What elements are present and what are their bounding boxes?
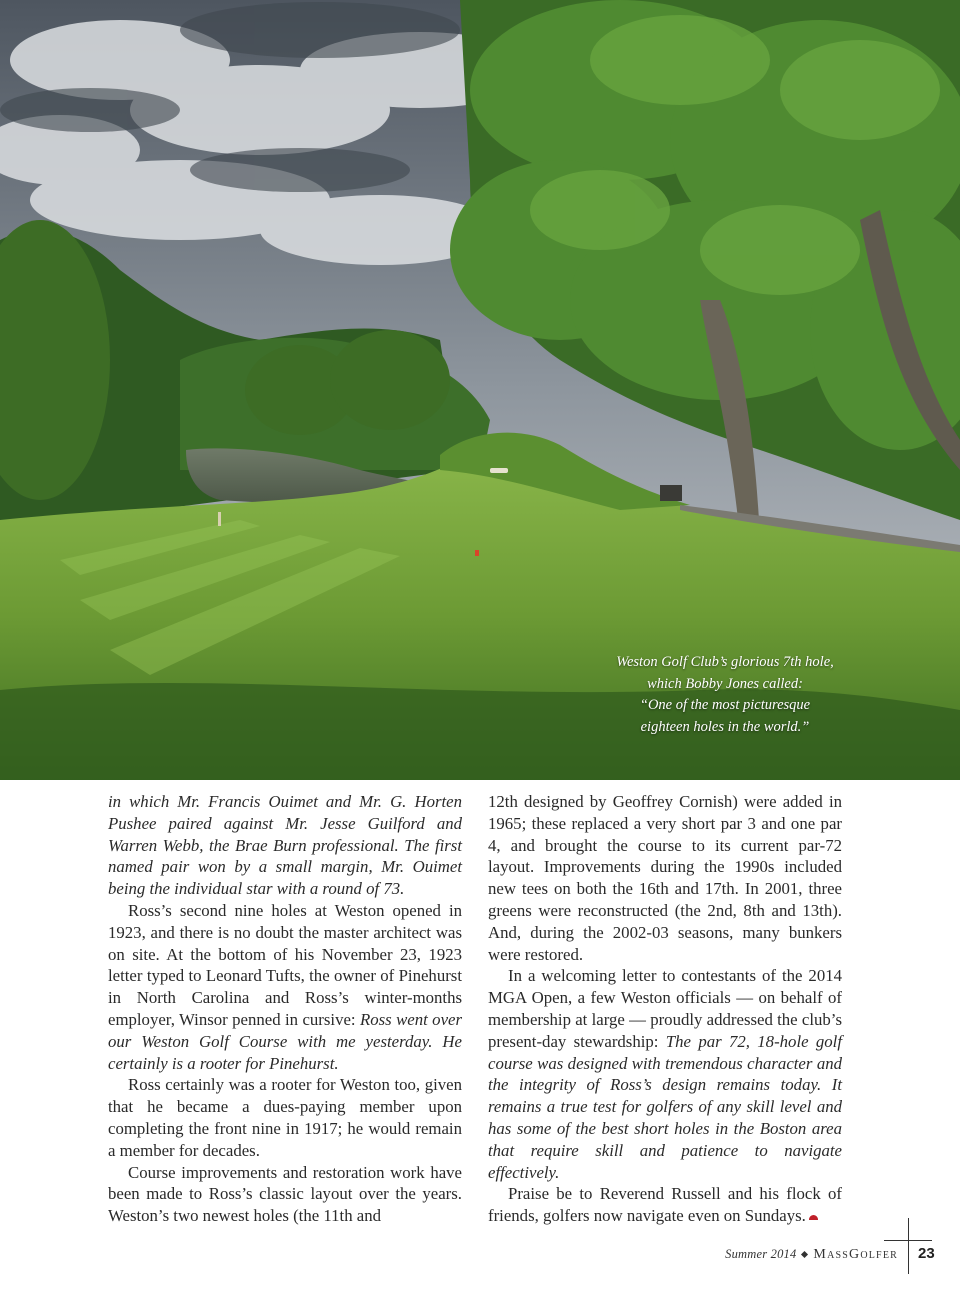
photo-caption: [590, 652, 860, 738]
body-paragraph: 12th designed by Geoffrey Cornish) were added in 1965; these replaced a very short par 3 and one par 4, and brought the course to its current par-72 layout. Improvements during the 1990s included new tees on both the 16th and 17th. In 2001, three greens were reconstructed (the 2nd, 8th and 13th). And, during the 2002-03 seasons, many bunkers were restored.: [488, 792, 842, 964]
footer-vertical-rule: [908, 1218, 909, 1274]
body-text: Ross’s second nine holes at Weston opened in 1923, and there is no doubt the master architect was on site. At the bottom of his November 23, 1923 letter typed to Leonard Tufts, the owner of Pinehurst in North Carolina and Ross’s winter-months employer, Winsor penned in cursive:: [108, 900, 462, 1029]
body-text: In a welcoming letter to contestants of the 2014 MGA Open, a few Weston officials — on behalf of membership at large — proudly addressed the club’s present-day stewardship:: [488, 966, 842, 1051]
body-paragraph: Course improvements and restoration work have been made to Ross’s classic layout over the years. Weston’s two newest holes (the 11th and: [108, 1162, 462, 1226]
end-mark-icon: [809, 1215, 818, 1220]
quote-paragraph: in which Mr. Francis Ouimet and Mr. G. Horten Pushee paired against Mr. Jesse Guilford and Warren Webb, the Brae Burn professional. The first named pair won by a small margin, Mr. Ouimet being the individual star with a round of 73.: [108, 792, 462, 899]
body-paragraph: [488, 965, 842, 1183]
right-text-column: [488, 791, 842, 1227]
page-number: 23: [918, 1245, 935, 1262]
body-paragraph: [488, 1183, 842, 1227]
diamond-separator-icon: [801, 1251, 808, 1258]
body-paragraph: [108, 900, 462, 1074]
magazine-name: MassGolfer: [813, 1247, 898, 1262]
left-text-column: [108, 791, 462, 1227]
footer-horizontal-rule: [884, 1240, 932, 1241]
page-footer: [725, 1247, 898, 1263]
issue-season: Summer 2014: [725, 1247, 797, 1261]
cursive-quote: Ross went over our Weston Golf Course with me yesterday. He certainly is a rooter for Pinehurst.: [108, 1009, 463, 1073]
caption-line: which Bobby Jones called:: [647, 675, 803, 692]
letter-quote: The par 72, 18-hole golf course was designed with tremendous character and the integrity of Ross’s design remains today. It remains a true test for golfers of any skill level and has some of the best short holes in the Boston area that require skill and patience to navigate effectively.: [488, 1031, 842, 1182]
caption-line: Weston Golf Club’s glorious 7th hole,: [616, 654, 834, 670]
body-paragraph: Ross certainly was a rooter for Weston too, given that he became a dues-paying member upon completing the front nine in 1917; he would remain a member for decades.: [108, 1075, 462, 1160]
body-text: Praise be to Reverend Russell and his flock of friends, golfers now navigate even on Sundays.: [488, 1184, 842, 1226]
caption-line: “One of the most picturesque: [639, 697, 811, 713]
caption-line: eighteen holes in the world.”: [640, 718, 810, 735]
